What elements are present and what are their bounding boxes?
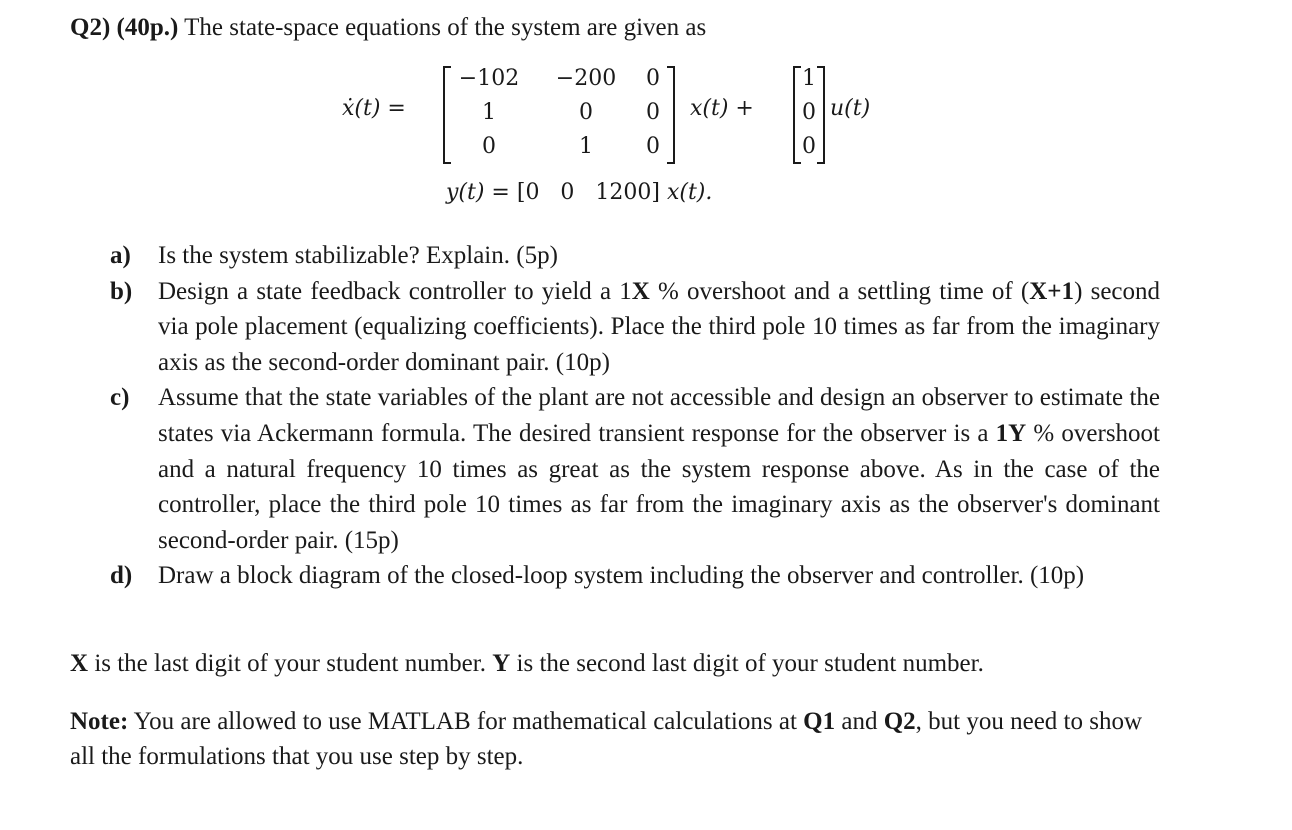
variable-x: X	[631, 277, 650, 305]
output-eq-lhs: y(t) =	[446, 180, 517, 205]
variable-x-plus-1: X+1	[1029, 277, 1075, 305]
part-label: c)	[110, 384, 130, 412]
question-intro: The state-space equations of the system are given as	[184, 14, 707, 41]
output-eq-rhs: x(t).	[659, 180, 713, 205]
part-text: Design a state feedback controller to yield a 1	[158, 277, 632, 305]
variable-definitions	[70, 650, 984, 678]
part-d	[110, 558, 1160, 594]
definition-y-text: is the second last digit of your student number.	[510, 650, 984, 677]
part-a	[110, 238, 1160, 274]
a-matrix-cell: 0	[646, 100, 660, 125]
a-matrix-cell: −200	[555, 66, 617, 91]
a-matrix-cell: 1	[579, 134, 593, 159]
a-matrix-cell: 1	[482, 100, 496, 125]
state-eq-u-term: u(t)	[830, 96, 871, 121]
definition-x-text: is the last digit of your student number.	[88, 650, 493, 677]
part-text: Draw a block diagram of the closed-loop system including the observer and controller. (10p)	[158, 562, 1085, 590]
definition-x-symbol: X	[70, 650, 89, 677]
b-vector-cell: 1	[802, 66, 816, 91]
variable-1y: 1Y	[995, 419, 1027, 447]
output-equation	[446, 180, 712, 205]
a-matrix-cell: 0	[579, 100, 593, 125]
part-text: Assume that the state variables of the plant are not accessible and design an observer to estimate the states via Ackermann formula. The desired transient response for the observer is a	[158, 384, 1160, 447]
state-eq-x-term: x(t) +	[690, 96, 754, 121]
question-number: Q2)	[70, 14, 111, 41]
question-parts	[110, 238, 1160, 594]
a-matrix-cell: −102	[458, 66, 520, 91]
question-points: (40p.)	[116, 14, 179, 41]
a-matrix-cell: 0	[482, 134, 496, 159]
c-vector: [0 0 1200]	[516, 180, 660, 205]
part-label: b)	[110, 277, 133, 305]
note-paragraph	[70, 704, 1160, 774]
note-text: and	[835, 708, 884, 735]
part-text: % overshoot and a natural frequency 10 times as great as the system response above. As in the case of the controller, place the third pole 10 times as far from the imaginary axis as the observer's dominant second-order pair. (15p)	[158, 419, 1161, 554]
part-b	[110, 274, 1160, 381]
b-vector	[793, 66, 825, 164]
question-header	[70, 12, 706, 44]
part-text: Is the system stabilizable? Explain. (5p)	[158, 242, 558, 269]
state-eq-lhs: ẋ(t) =	[342, 96, 406, 121]
note-q1: Q1	[803, 708, 836, 735]
a-matrix	[443, 66, 675, 164]
part-text: ) second via pole placement (equalizing coefficients). Place the third pole 10 times as far from the imaginary axis as the second-order dominant pair. (10p)	[158, 277, 1161, 376]
part-text: % overshoot and a settling time of (	[649, 277, 1030, 305]
b-vector-cell: 0	[802, 100, 816, 125]
note-text: , but you need to show all the formulations that you use step by step.	[70, 708, 1143, 770]
state-equation	[0, 62, 1292, 168]
a-matrix-cell: 0	[646, 134, 660, 159]
part-label: d)	[110, 562, 133, 590]
b-vector-cell: 0	[802, 134, 816, 159]
a-matrix-cell: 0	[646, 66, 660, 91]
note-q2: Q2	[883, 708, 916, 735]
part-label: a)	[110, 242, 131, 269]
note-text: You are allowed to use MATLAB for mathematical calculations at	[128, 708, 804, 735]
note-label: Note:	[70, 708, 129, 735]
part-c	[110, 380, 1160, 558]
definition-y-symbol: Y	[492, 650, 511, 677]
